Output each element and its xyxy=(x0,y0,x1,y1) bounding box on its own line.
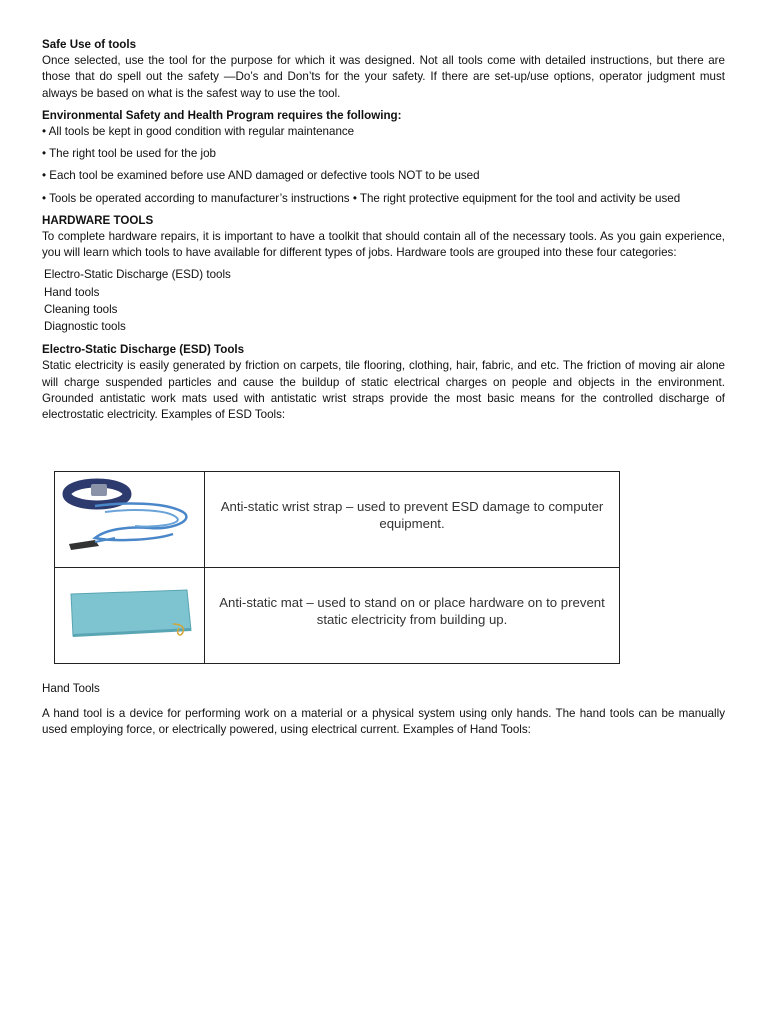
safe-use-body: Once selected, use the tool for the purpose for which it was designed. Not all tools come with detailed instructions, but there are those that do spell out the safety —Do’s and Don’ts for the your safety. If there are set-up/use options, operator judgment must always be based on what is the safest way to use the tool. xyxy=(42,54,725,100)
table-row xyxy=(55,472,619,568)
category-item: Cleaning tools xyxy=(44,302,118,316)
env-program-heading: Environmental Safety and Health Program requires the following: xyxy=(42,108,402,122)
category-item: Hand tools xyxy=(44,285,100,299)
hand-tools-body: A hand tool is a device for performing work on a material or a physical system using only hands. The hand tools can be manually used employing force, or electrically powered, using electrical current. Examples of Hand Tools: xyxy=(42,707,725,737)
hardware-tools-body: To complete hardware repairs, it is important to have a toolkit that should contain all of the necessary tools. As you gain experience, you will learn which tools to have available for different types of jobs. Hardware tools are grouped into these four categories: xyxy=(42,230,725,260)
hand-tools-heading: Hand Tools xyxy=(42,682,100,695)
esd-body: Static electricity is easily generated by friction on carpets, tile flooring, clothing, hair, fabric, and etc. The friction of moving air alone will charge suspended particles and cause the buildup of static electrical charges on people and objects in the environment. Grounded antistatic work mats used with antistatic wrist straps provide the most basic means for the controlled discharge of electrostatic electricity. Examples of ESD Tools: xyxy=(42,359,725,422)
wrist-strap-image xyxy=(55,472,205,567)
wrist-strap-icon xyxy=(55,472,204,567)
category-item: Diagnostic tools xyxy=(44,320,126,334)
hardware-tools-heading: HARDWARE TOOLS xyxy=(42,213,154,227)
table-row xyxy=(55,568,619,663)
env-bullet: • Tools be operated according to manufacturer’s instructions • The right protective equipment for the tool and activity be used xyxy=(42,191,681,205)
category-item: Electro-Static Discharge (ESD) tools xyxy=(44,268,231,282)
esd-heading: Electro-Static Discharge (ESD) Tools xyxy=(42,343,245,357)
wrist-strap-description: Anti-static wrist strap – used to prevent ESD damage to computer equipment. xyxy=(220,499,604,531)
anti-static-mat-description: Anti-static mat – used to stand on or place hardware on to prevent static electricity from building up. xyxy=(219,595,605,627)
env-bullet: • All tools be kept in good condition with regular maintenance xyxy=(42,125,355,139)
anti-static-mat-icon xyxy=(55,568,204,663)
safe-use-heading: Safe Use of tools xyxy=(42,38,137,51)
env-bullet: • Each tool be examined before use AND damaged or defective tools NOT to be used xyxy=(42,169,480,183)
document-page xyxy=(42,37,725,423)
anti-static-mat-image xyxy=(55,568,205,663)
env-bullet: • The right tool be used for the job xyxy=(42,147,216,161)
esd-tools-table xyxy=(54,471,620,664)
hand-tools-section xyxy=(42,681,725,739)
